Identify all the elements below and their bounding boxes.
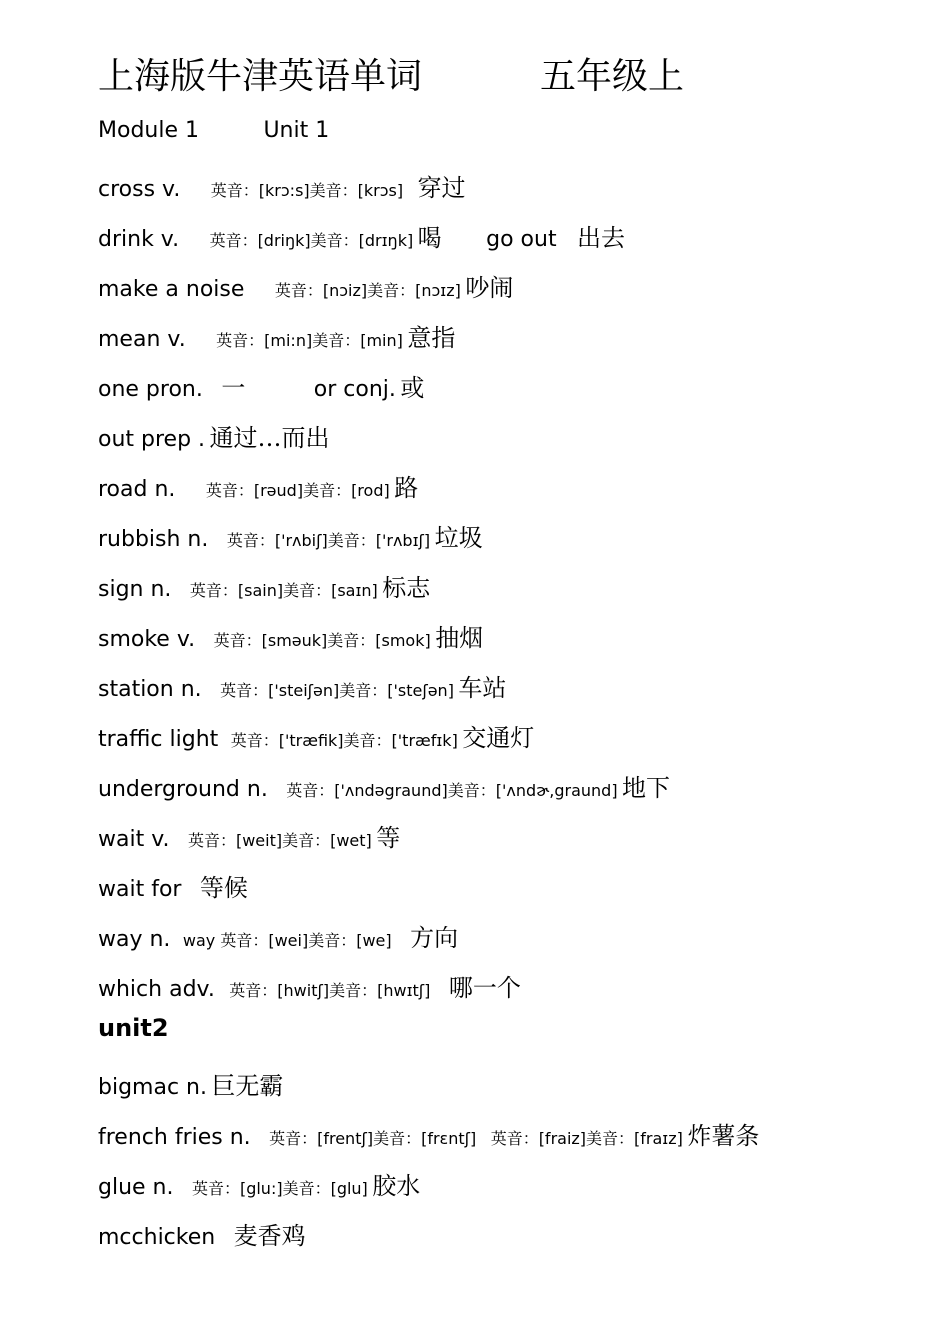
word: station n.: [98, 677, 202, 702]
unit-label: Unit 1: [263, 118, 330, 143]
meaning: 通过…而出: [209, 424, 330, 452]
title-left: 上海版牛津英语单词: [98, 56, 423, 97]
meaning: 标志: [382, 574, 431, 602]
list-item: [98, 368, 424, 418]
list-item: [98, 868, 248, 918]
list-item: [98, 418, 330, 468]
word: which adv.: [98, 977, 215, 1002]
meaning: 路: [394, 474, 419, 502]
list-item: [98, 818, 400, 868]
meaning: 胶水: [372, 1172, 421, 1200]
extra-word: go out: [486, 227, 557, 252]
extra-meaning: 出去: [577, 224, 626, 252]
word: underground n.: [98, 777, 268, 802]
word: glue n.: [98, 1175, 174, 1200]
word: out prep .: [98, 427, 206, 452]
list-item: [98, 168, 466, 218]
meaning: 方向: [410, 924, 459, 952]
module-label: Module 1: [98, 118, 199, 143]
phonetic: 英音：[driŋk]美音：[drɪŋk]: [209, 231, 414, 250]
phonetic: 英音：[nɔiz]美音：[nɔɪz]: [274, 281, 461, 300]
word: make a noise: [98, 277, 245, 302]
list-item: [98, 768, 670, 818]
extra-word: or conj.: [313, 377, 396, 402]
phonetic: 英音：[sain]美音：[saɪn]: [189, 581, 378, 600]
meaning: 炸薯条: [687, 1122, 760, 1150]
phonetic: 英音：['steiʃən]美音：['steʃən]: [220, 681, 454, 700]
word: rubbish n.: [98, 527, 209, 552]
list-item: [98, 218, 625, 268]
phonetic-2: 英音：[fraiz]美音：[fraɪz]: [490, 1129, 683, 1148]
meaning: 哪一个: [448, 974, 521, 1002]
word: smoke v.: [98, 627, 196, 652]
list-item: [98, 968, 521, 1018]
unit2-heading: unit2: [98, 1014, 169, 1042]
list-item: [98, 1166, 420, 1216]
meaning: 抽烟: [435, 624, 484, 652]
meaning: 等候: [199, 874, 248, 902]
word: traffic light: [98, 727, 219, 752]
meaning: 车站: [458, 674, 507, 702]
word: french fries n.: [98, 1125, 251, 1150]
list-item: [98, 318, 455, 368]
phonetic: 英音：[hwitʃ]美音：[hwɪtʃ]: [229, 981, 431, 1000]
word: mcchicken: [98, 1225, 216, 1250]
word: cross v.: [98, 177, 181, 202]
phonetic: 英音：['rʌbiʃ]美音：['rʌbɪʃ]: [226, 531, 431, 550]
list-item: [98, 718, 534, 768]
title-right: 五年级上: [540, 56, 685, 97]
list-item: [98, 668, 506, 718]
meaning: 一: [221, 374, 246, 402]
meaning: 等: [376, 824, 401, 852]
word: wait for: [98, 877, 182, 902]
phonetic: 英音：[sməuk]美音：[smok]: [213, 631, 431, 650]
list-item: [98, 518, 483, 568]
word: one pron.: [98, 377, 203, 402]
list-item: [98, 1066, 283, 1116]
meaning: 意指: [407, 324, 456, 352]
list-item: [98, 1216, 306, 1266]
word: bigmac n.: [98, 1075, 207, 1100]
phonetic: 英音：[weit]美音：[wet]: [187, 831, 372, 850]
list-item: [98, 468, 418, 518]
word: way n.: [98, 927, 171, 952]
phonetic: 英音：[mi:n]美音：[min]: [216, 331, 403, 350]
word: drink v.: [98, 227, 180, 252]
phonetic: 英音：[glu:]美音：[glu]: [191, 1179, 368, 1198]
phonetic: 英音：['ʌndəgraund]美音：['ʌndɚ,graund]: [286, 781, 618, 800]
meaning: 吵闹: [465, 274, 514, 302]
meaning: 交通灯: [462, 724, 535, 752]
phonetic: way 英音：[wei]美音：[we]: [182, 931, 392, 950]
meaning: 垃圾: [434, 524, 483, 552]
phonetic: 英音：[krɔ:s]美音：[krɔs]: [210, 181, 404, 200]
meaning: 地下: [622, 774, 671, 802]
phonetic: 英音：['træfik]美音：['træfɪk]: [230, 731, 458, 750]
meaning: 喝: [417, 224, 442, 252]
phonetic: 英音：[rəud]美音：[rod]: [205, 481, 390, 500]
phonetic: 英音：[frentʃ]美音：[frɛntʃ]: [269, 1129, 477, 1148]
word: mean v.: [98, 327, 186, 352]
word: sign n.: [98, 577, 172, 602]
list-item: [98, 268, 513, 318]
meaning: 穿过: [417, 174, 466, 202]
list-item: [98, 618, 483, 668]
extra-meaning: 或: [400, 374, 425, 402]
word: wait v.: [98, 827, 170, 852]
list-item: [98, 1116, 759, 1166]
list-item: [98, 568, 430, 618]
meaning: 麦香鸡: [233, 1222, 306, 1250]
list-item: [98, 918, 458, 968]
page-title: [98, 52, 718, 102]
section-heading: [98, 1014, 169, 1064]
meaning: 巨无霸: [211, 1072, 284, 1100]
module-line: [98, 118, 329, 168]
word: road n.: [98, 477, 176, 502]
